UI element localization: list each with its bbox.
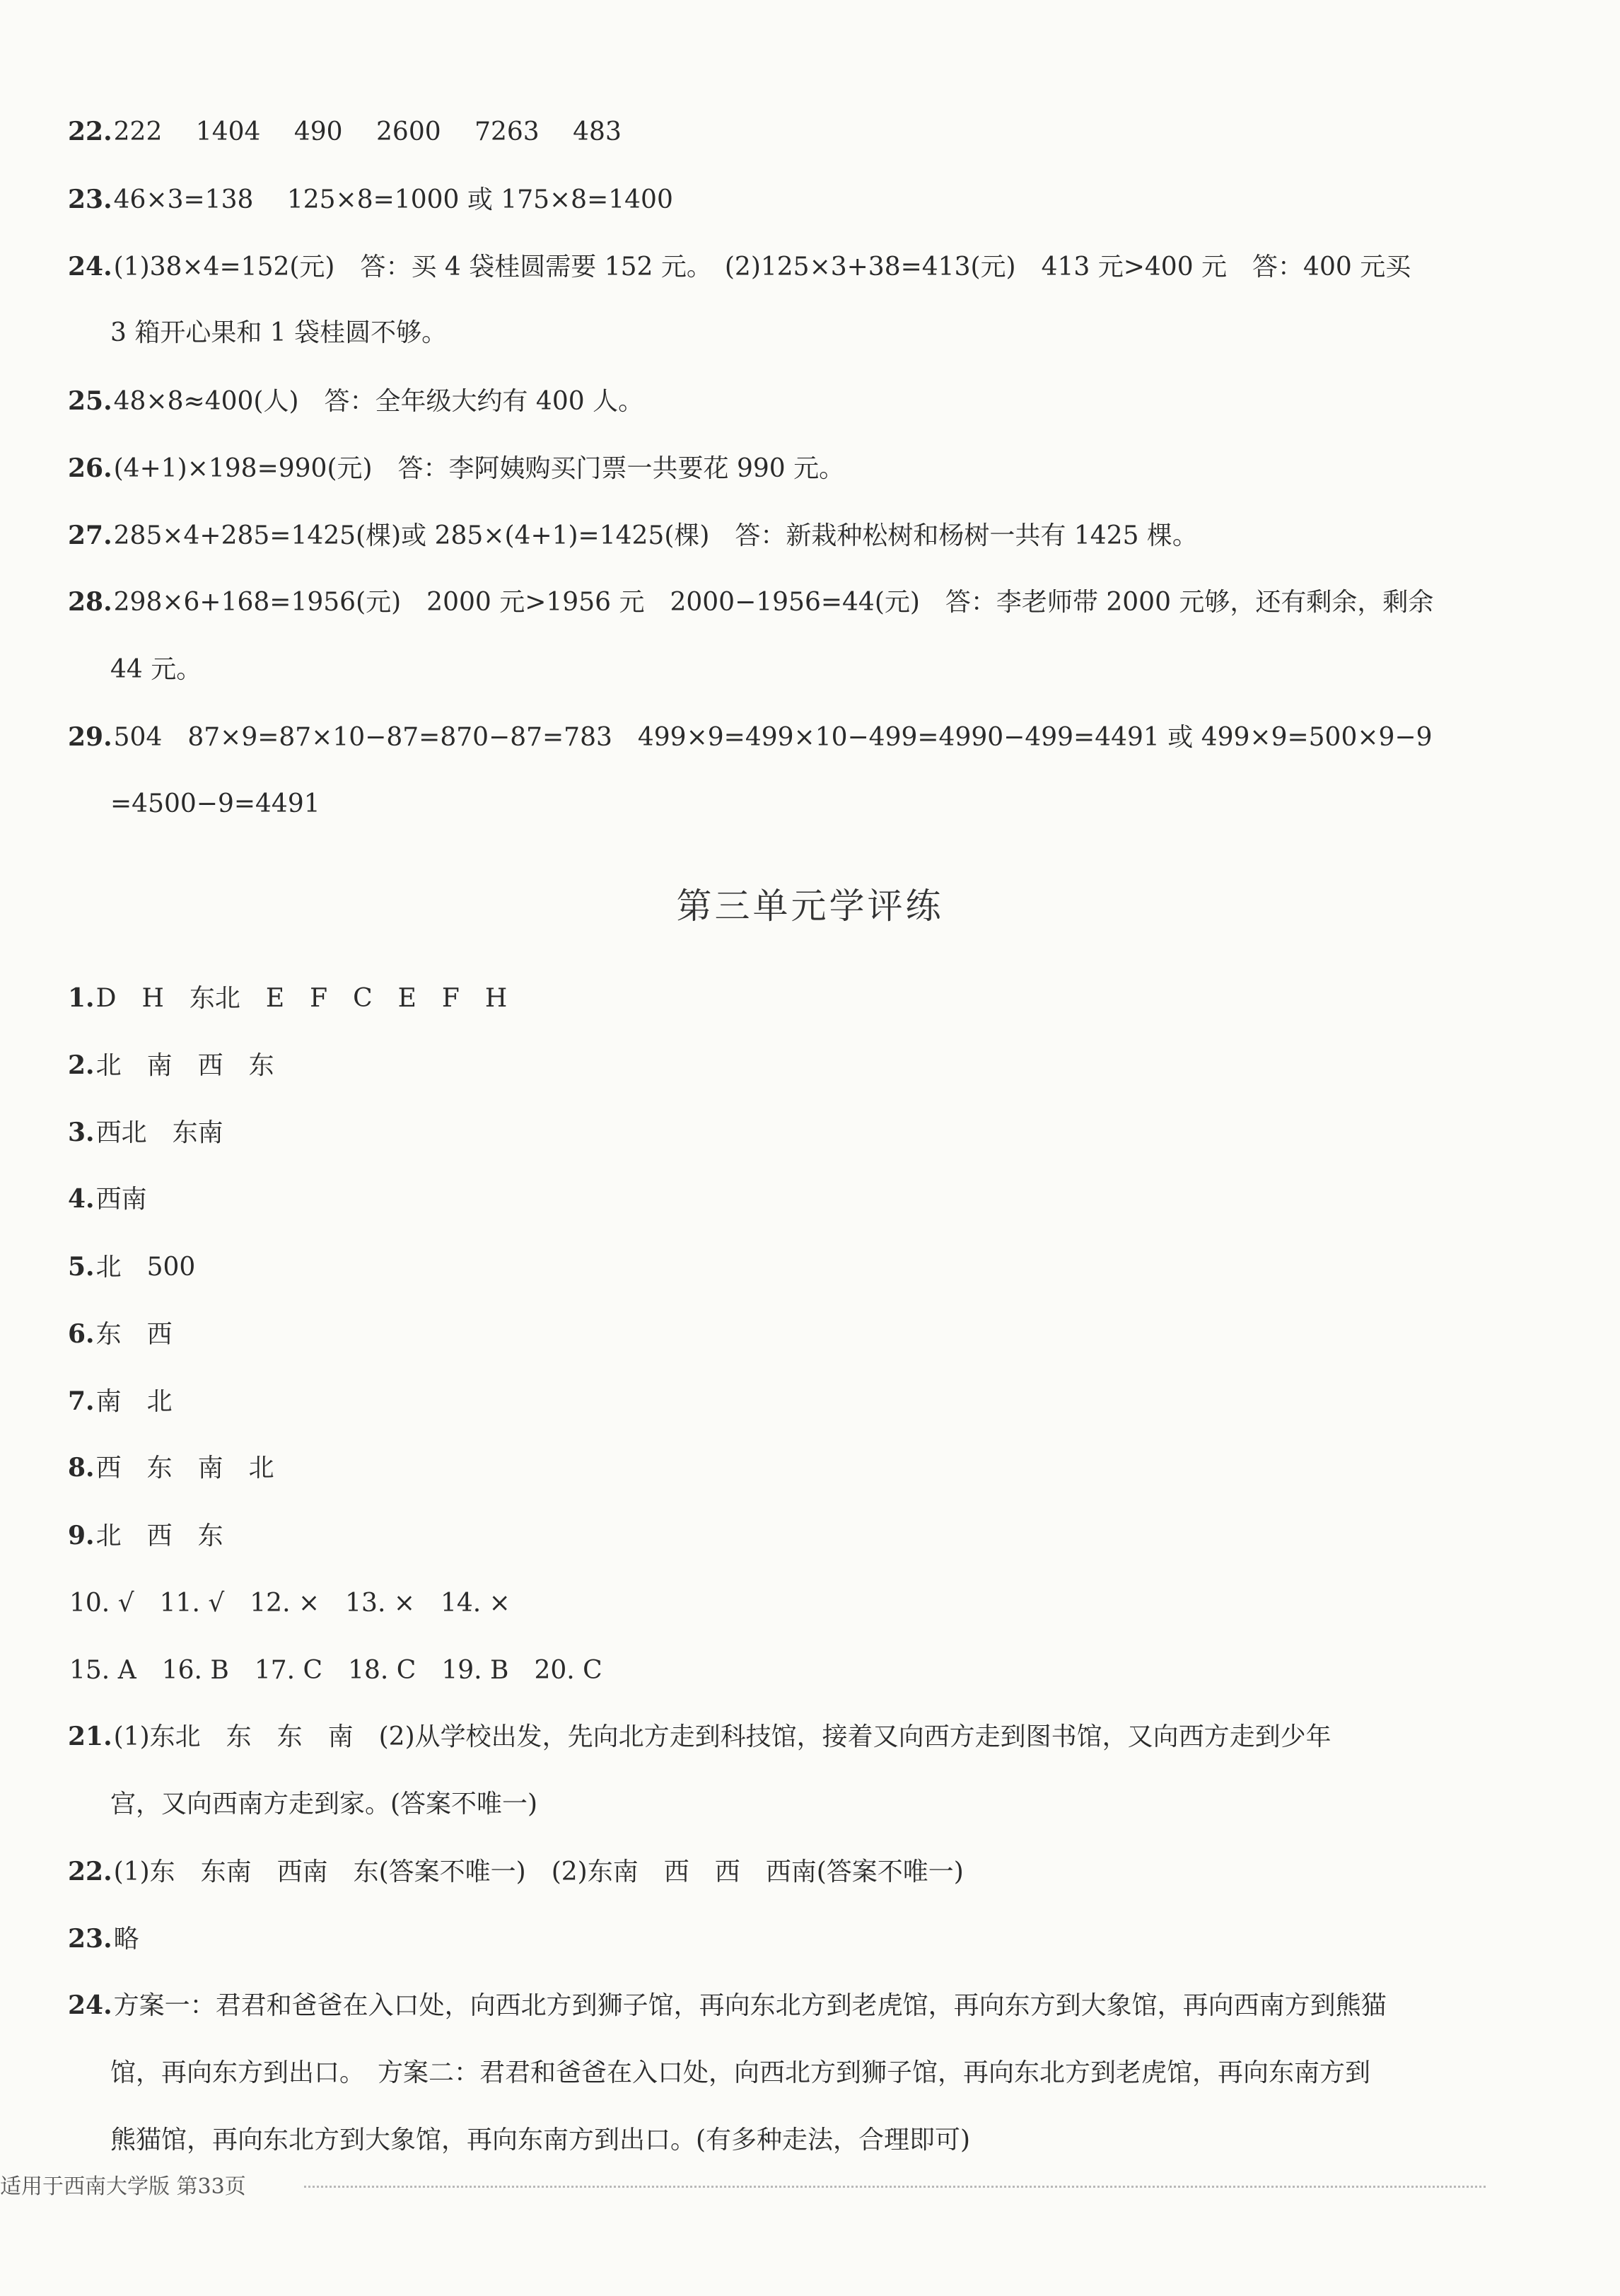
answer-line: 25.48×8≈400(人) 答：全年级大约有 400 人。 [68,386,644,416]
answer-line: 23.46×3=138 125×8=1000 或 175×8=1400 [68,185,673,214]
answer-line: 7.南 北 [68,1386,173,1416]
answer-line: 23.略 [68,1924,139,1954]
answer-line: 29.504 87×9=87×10−87=870−87=783 499×9=499×10−499=4990−499=4491 或 499×9=500×9−9 [68,722,1433,752]
answer-line: 28.298×6+168=1956(元) 2000 元>1956 元 2000−1956=44(元) 答：李老师带 2000 元够，还有剩余，剩余 [68,587,1434,617]
answer-line: 8.西 东 南 北 [68,1453,274,1483]
answer-line: 2.北 南 西 东 [68,1050,274,1080]
answer-line: 4.西南 [68,1184,147,1214]
answer-line: 3.西北 东南 [68,1118,223,1147]
answer-line: 9.北 西 东 [68,1521,223,1550]
answer-line: 27.285×4+285=1425(棵)或 285×(4+1)=1425(棵) 答：新栽种松树和杨树一共有 1425 棵。 [68,521,1198,550]
answer-line: 21.(1)东北 东 东 南 (2)从学校出发，先向北方走到科技馆，接着又向西方走到图书馆，又向西方走到少年 [68,1722,1331,1751]
answer-line: 1.D H 东北 E F C E F H [68,983,508,1013]
answer-line: 24.(1)38×4=152(元) 答：买 4 袋桂圆需要 152 元。 (2)125×3+38=413(元) 413 元>400 元 答：400 元买 [68,252,1411,282]
answer-line: 6.东 西 [68,1319,173,1349]
footer-dotted-rule [304,2186,1486,2188]
answer-continuation: 馆，再向东方到出口。 方案二：君君和爸爸在入口处，向西北方到狮子馆，再向东北方到老虎馆，再向东南方到 [110,2058,1371,2087]
page-footer: 适用于西南大学版 第33页 [0,2174,246,2199]
answer-continuation: 44 元。 [110,655,202,684]
answer-line: 22.222 1404 490 2600 7263 483 [68,117,622,146]
answer-line: 24.方案一：君君和爸爸在入口处，向西北方到狮子馆，再向东北方到老虎馆，再向东方到大象馆，再向西南方到熊猫 [68,1990,1387,2020]
answer-line: 26.(4+1)×198=990(元) 答：李阿姨购买门票一共要花 990 元。 [68,453,845,483]
answer-line: 5.北 500 [68,1252,196,1282]
answer-line: 15. A 16. B 17. C 18. C 19. B 20. C [69,1656,602,1685]
answer-continuation: 宫，又向西南方走到家。(答案不唯一) [110,1790,538,1819]
answer-line: 10. √ 11. √ 12. × 13. × 14. × [69,1589,511,1618]
answer-continuation: 熊猫馆，再向东北方到大象馆，再向东南方到出口。(有多种走法，合理即可) [110,2126,971,2155]
answer-line: 22.(1)东 东南 西南 东(答案不唯一) (2)东南 西 西 西南(答案不唯一) [68,1857,964,1886]
section-title: 第三单元学评练 [676,886,944,927]
answer-continuation: =4500−9=4491 [110,789,320,818]
answer-continuation: 3 箱开心果和 1 袋桂圆不够。 [110,318,448,347]
